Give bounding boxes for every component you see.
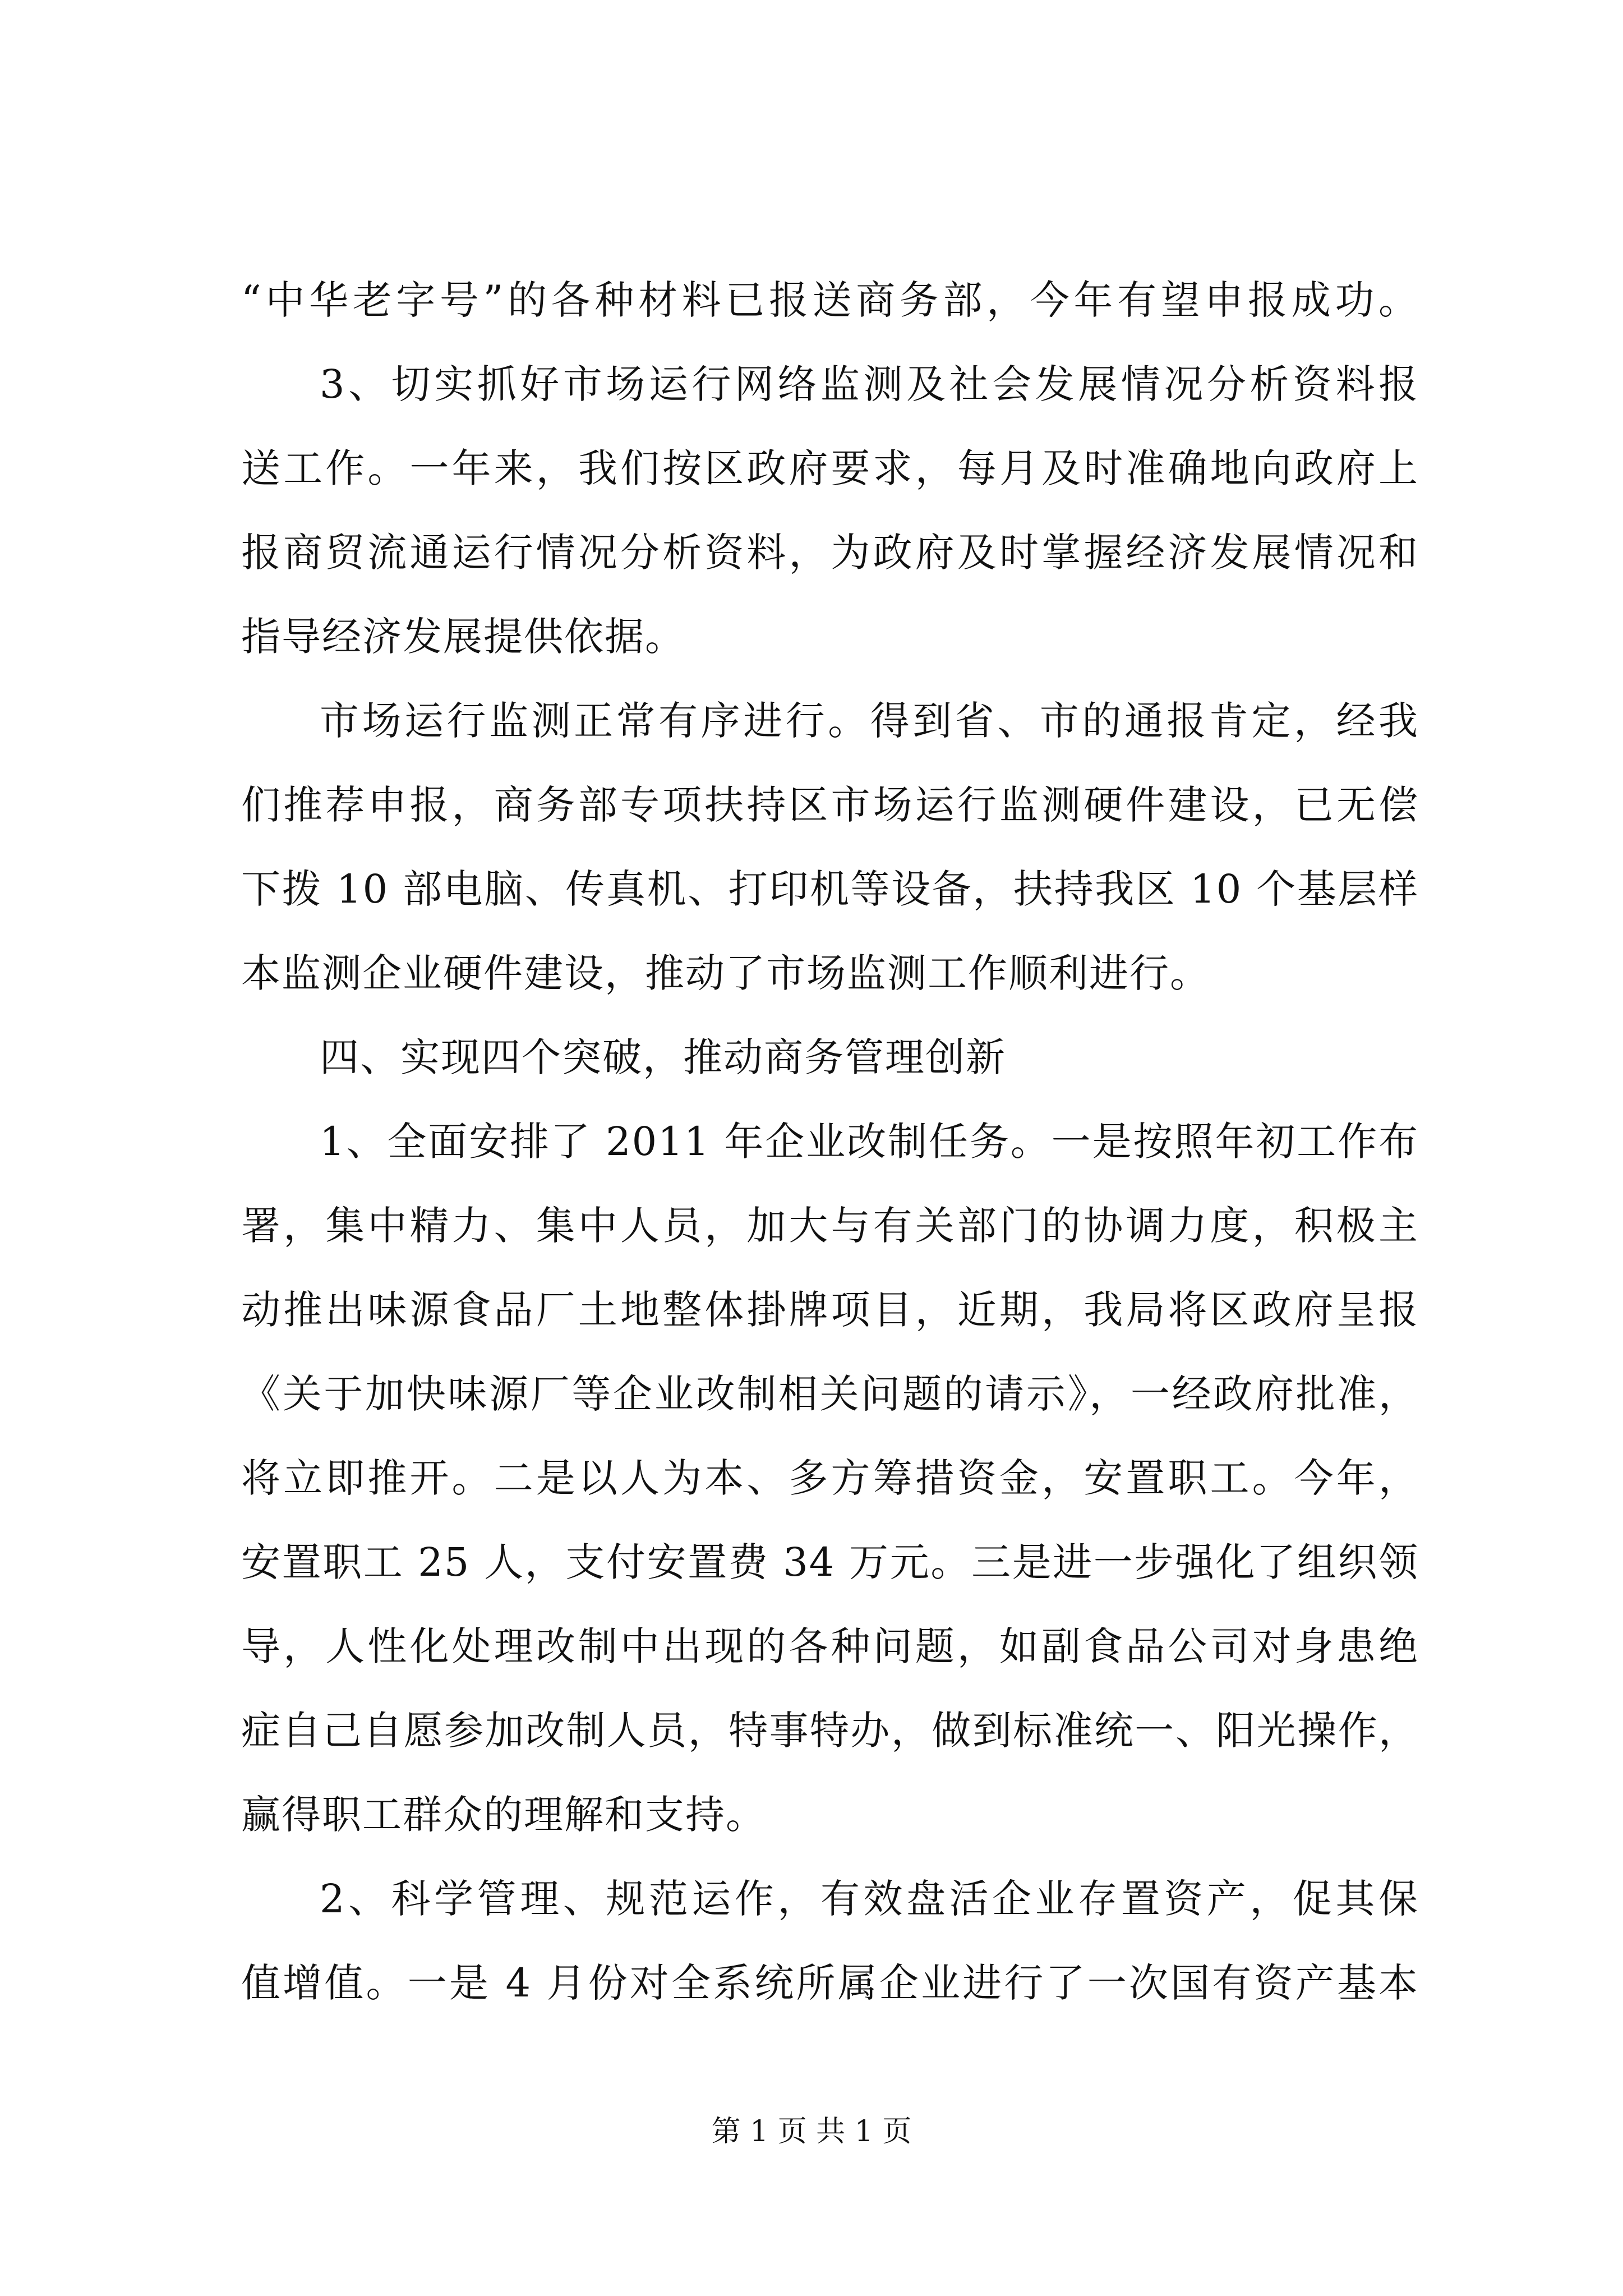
paragraph-line: 报商贸流通运行情况分析资料，为政府及时掌握经济发展情况和	[241, 530, 1419, 576]
paragraph-line: 赢得职工群众的理解和支持。	[241, 1792, 766, 1838]
paragraph-line: 送工作。一年来，我们按区政府要求，每月及时准确地向政府上	[241, 445, 1419, 491]
section-heading: 四、实现四个突破，推动商务管理创新	[320, 1034, 1006, 1080]
paragraph-line: 市场运行监测正常有序进行。得到省、市的通报肯定，经我	[320, 698, 1419, 744]
paragraph-line: 3、切实抓好市场运行网络监测及社会发展情况分析资料报	[320, 361, 1419, 407]
paragraph-line: 安置职工 25 人，支付安置费 34 万元。三是进一步强化了组织领	[241, 1539, 1419, 1585]
paragraph-line: 2、科学管理、规范运作，有效盘活企业存置资产，促其保	[320, 1876, 1419, 1922]
paragraph-line: 动推出味源食品厂土地整体掛牌项目，近期，我局将区政府呈报	[241, 1287, 1419, 1333]
paragraph-line: “中华老字号”的各种材料已报送商务部，今年有望申报成功。	[241, 277, 1419, 323]
paragraph-line: 症自己自愿参加改制人员，特事特办，做到标准统一、阳光操作，	[241, 1708, 1419, 1754]
paragraph-line: 指导经济发展提供依据。	[241, 614, 685, 660]
paragraph-line: 将立即推开。二是以人为本、多方筹措资金，安置职工。今年，	[241, 1455, 1419, 1501]
page-number-footer: 第 1 页 共 1 页	[711, 2115, 912, 2148]
paragraph-line: 本监测企业硬件建设，推动了市场监测工作顺利进行。	[241, 950, 1210, 996]
paragraph-line: 下拨 10 部电脑、传真机、打印机等设备，扶持我区 10 个基层样	[241, 866, 1419, 912]
paragraph-line: 1、全面安排了 2011 年企业改制任务。一是按照年初工作布	[320, 1119, 1419, 1165]
paragraph-line: 们推荐申报，商务部专项扶持区市场运行监测硬件建设，已无偿	[241, 782, 1419, 828]
paragraph-line: 导，人性化处理改制中出现的各种问题，如副食品公司对身患绝	[241, 1623, 1419, 1669]
paragraph-line: 署，集中精力、集中人员，加大与有关部门的协调力度，积极主	[241, 1203, 1419, 1249]
paragraph-line: 值增值。一是 4 月份对全系统所属企业进行了一次国有资产基本	[241, 1960, 1419, 2006]
paragraph-line: 《关于加快味源厂等企业改制相关问题的请示》，一经政府批准，	[241, 1371, 1419, 1417]
